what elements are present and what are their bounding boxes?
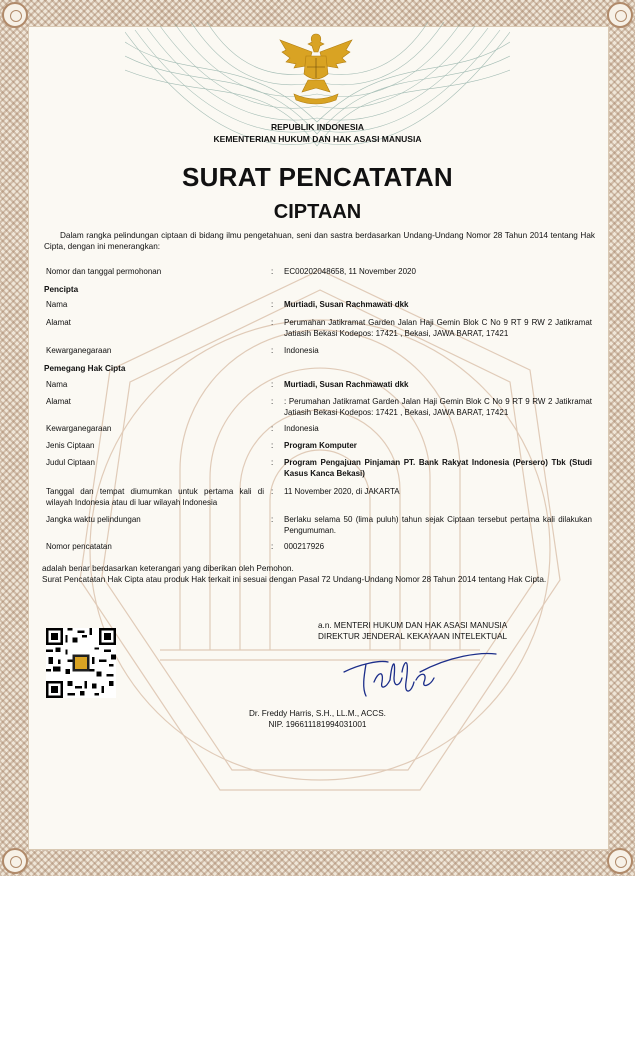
field-value: Murtiadi, Susan Rachmawati dkk xyxy=(284,300,409,309)
field-value: Murtiadi, Susan Rachmawati dkk xyxy=(284,380,409,389)
intro-paragraph: Dalam rangka pelindungan ciptaan di bidang ilmu pengetahuan, seni dan sastra berdasarkan Undang-Undang Nomor 28 Tahun 2014 tentang Hak Cipta, dengan ini menerangkan: xyxy=(44,231,595,251)
field-label: Jenis Ciptaan xyxy=(46,441,95,450)
field-value: Perumahan Jatikramat Garden Jalan Haji Gemin Blok C No 9 RT 9 RW 2 Jatikramat Jatiasih Bekasi Kodepos: 17421 , Bekasi, JAWA BARAT, 17421 xyxy=(284,318,592,338)
field-label: Kewarganegaraan xyxy=(46,346,112,355)
field-label: Nomor pencatatan xyxy=(46,542,112,551)
garuda-emblem-icon xyxy=(276,30,356,106)
separator: : xyxy=(271,424,274,433)
section-creator: Pencipta xyxy=(44,285,79,294)
separator: : xyxy=(271,487,274,496)
field-value: : Perumahan Jatikramat Garden Jalan Haji Gemin Blok C No 9 RT 9 RW 2 Jatikramat Jatiasih Bekasi Kodepos: 17421 , Bekasi, JAWA BARAT, 17421 xyxy=(284,397,592,417)
handwritten-signature xyxy=(340,642,500,702)
separator: : xyxy=(271,397,274,406)
separator: : xyxy=(271,346,274,355)
field-label: Jangka waktu pelindungan xyxy=(46,515,141,524)
corner-ornament-icon xyxy=(2,2,28,28)
signatory-name: Dr. Freddy Harris, S.H., LL.M., ACCS. xyxy=(249,709,386,718)
separator: : xyxy=(271,300,274,309)
ministry-name: KEMENTERIAN HUKUM DAN HAK ASASI MANUSIA xyxy=(213,134,422,144)
separator: : xyxy=(271,515,274,524)
field-label: Kewarganegaraan xyxy=(46,424,112,433)
footer-statement: adalah benar berdasarkan keterangan yang diberikan oleh Pemohon. xyxy=(42,564,294,573)
field-label: Alamat xyxy=(46,397,71,406)
field-value: Indonesia xyxy=(284,346,319,355)
corner-ornament-icon xyxy=(607,2,633,28)
document-title: SURAT PENCATATAN xyxy=(181,162,454,192)
field-label: Nama xyxy=(46,380,68,389)
field-label: Nomor dan tanggal permohonan xyxy=(46,267,162,276)
field-value: Indonesia xyxy=(284,424,319,433)
field-label: Tanggal dan tempat diumumkan untuk pertama kali di wilayah Indonesia atau di luar wilayah Indonesia xyxy=(46,487,264,507)
corner-ornament-icon xyxy=(2,848,28,874)
signatory-on-behalf: a.n. MENTERI HUKUM DAN HAK ASASI MANUSIA xyxy=(318,621,508,630)
corner-ornament-icon xyxy=(607,848,633,874)
country-name: REPUBLIK INDONESIA xyxy=(270,122,365,132)
signatory-position: DIREKTUR JENDERAL KEKAYAAN INTELEKTUAL xyxy=(318,632,508,641)
separator: : xyxy=(271,318,274,327)
footer-legal-basis: Surat Pencatatan Hak Cipta atau produk Hak terkait ini sesuai dengan Pasal 72 Undang-Undang Nomor 28 Tahun 2014 tentang Hak Cipta. xyxy=(42,575,547,584)
separator: : xyxy=(271,542,274,551)
document-subtitle: CIPTAAN xyxy=(273,201,362,223)
separator: : xyxy=(271,458,274,467)
field-label: Alamat xyxy=(46,318,71,327)
field-value: EC00202048658, 11 November 2020 xyxy=(284,267,416,276)
field-value: Program Pengajuan Pinjaman PT. Bank Rakyat Indonesia (Persero) Tbk (Studi Kasus Kanca Bekasi) xyxy=(284,458,592,478)
field-value: Berlaku selama 50 (lima puluh) tahun sejak Ciptaan tersebut pertama kali dilakukan Pengumuman. xyxy=(284,515,592,535)
field-value: Program Komputer xyxy=(284,441,357,450)
field-value: 11 November 2020, di JAKARTA xyxy=(284,487,400,496)
separator: : xyxy=(271,441,274,450)
field-value: 000217926 xyxy=(284,542,325,551)
field-label: Nama xyxy=(46,300,68,309)
qr-code-icon xyxy=(46,628,116,698)
field-label: Judul Ciptaan xyxy=(46,458,95,467)
signatory-nip: NIP. 196611181994031001 xyxy=(268,720,367,729)
section-holder: Pemegang Hak Cipta xyxy=(44,364,126,373)
separator: : xyxy=(271,267,274,276)
separator: : xyxy=(271,380,274,389)
